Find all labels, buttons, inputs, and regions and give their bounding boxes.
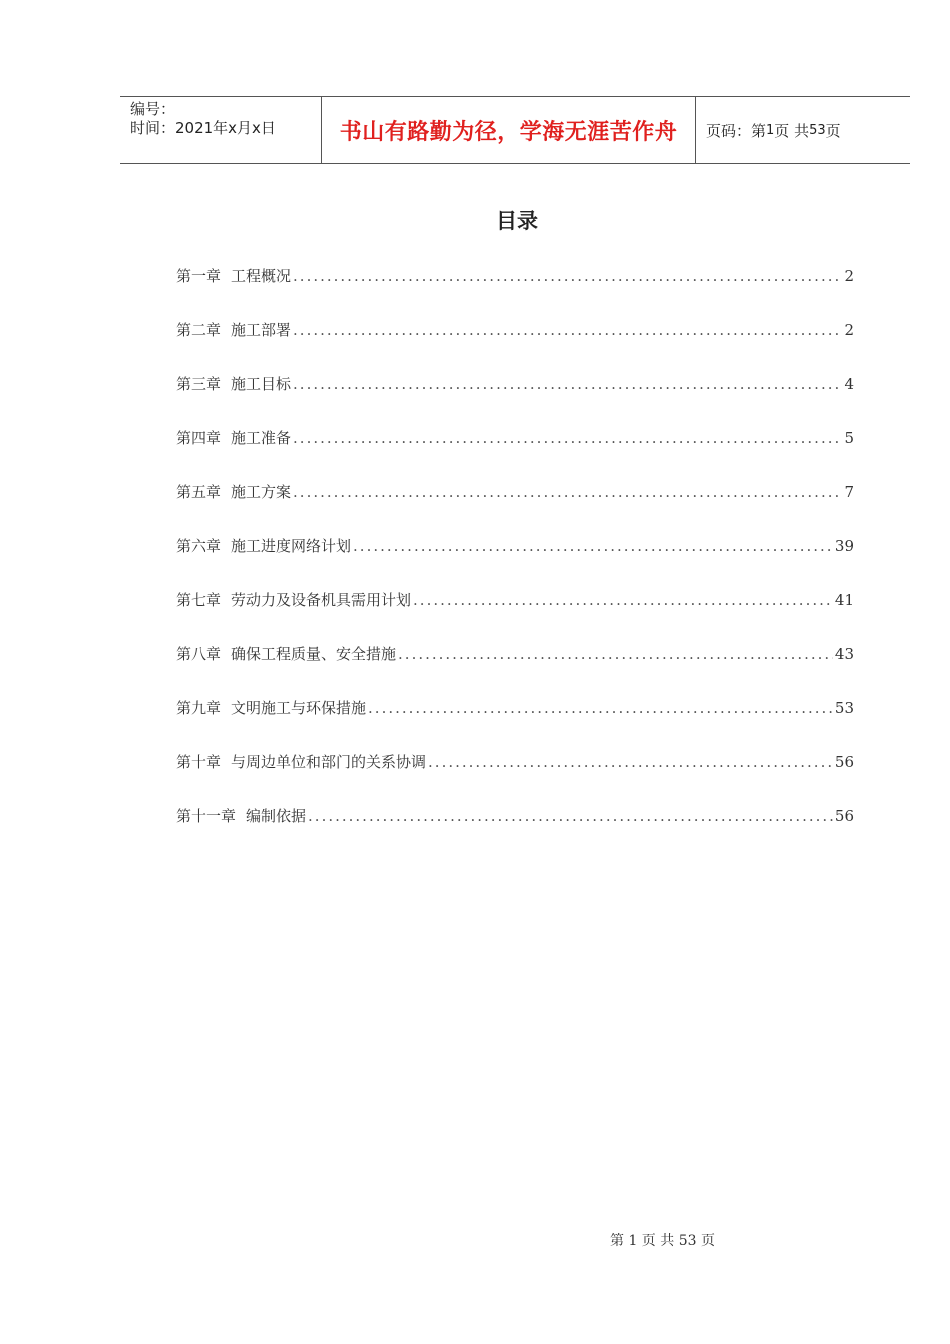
- toc-chapter-name: 劳动力及设备机具需用计划: [231, 591, 412, 609]
- toc-chapter-name: 施工准备: [231, 429, 292, 447]
- toc-chapter: 第八章: [176, 645, 222, 663]
- doc-time: 时间：2021年x月x日: [130, 119, 276, 137]
- toc-chapter: 第六章: [176, 537, 222, 555]
- toc-chapter: 第七章: [176, 591, 222, 609]
- toc-item[interactable]: [176, 373, 854, 427]
- toc-chapter-name: 施工方案: [231, 483, 292, 501]
- header-meta: [120, 97, 322, 163]
- toc-chapter: 第四章: [176, 429, 222, 447]
- toc-page-number: 2: [844, 267, 854, 285]
- toc-page-number: 7: [844, 483, 854, 501]
- page-current: 1: [766, 122, 775, 138]
- toc-page-number: 2: [844, 321, 854, 339]
- toc-chapter: 第十章: [176, 753, 222, 771]
- toc-leader-dots: [353, 537, 833, 555]
- toc-page-number: 5: [844, 429, 854, 447]
- toc-leader-dots: [308, 807, 833, 825]
- toc-page-number: 39: [834, 537, 854, 555]
- page-end: 页: [825, 121, 841, 140]
- doc-number-label: 编号：: [130, 100, 176, 118]
- toc-chapter: 第五章: [176, 483, 222, 501]
- toc-item[interactable]: [176, 697, 854, 751]
- toc-chapter-name: 施工进度网络计划: [231, 537, 352, 555]
- page-header: [120, 96, 910, 164]
- page-label: 页码：第: [706, 121, 767, 140]
- toc-chapter: 第十一章: [176, 807, 237, 825]
- toc-page-number: 53: [834, 699, 854, 717]
- toc-page-number: 41: [834, 591, 854, 609]
- toc-page-number: 56: [834, 807, 854, 825]
- toc-chapter-name: 确保工程质量、安全措施: [231, 645, 397, 663]
- header-motto: 书山有路勤为径，学海无涯苦作舟: [322, 97, 696, 163]
- toc-leader-dots: [293, 483, 842, 501]
- table-of-contents: [176, 265, 854, 859]
- toc-leader-dots: [368, 699, 833, 717]
- toc-page-number: 56: [834, 753, 854, 771]
- toc-chapter-name: 工程概况: [231, 267, 292, 285]
- toc-chapter: 第九章: [176, 699, 222, 717]
- toc-item[interactable]: [176, 805, 854, 859]
- toc-leader-dots: [293, 321, 842, 339]
- toc-item[interactable]: [176, 481, 854, 535]
- header-page-info: [696, 97, 910, 163]
- toc-leader-dots: [293, 375, 842, 393]
- toc-item[interactable]: [176, 535, 854, 589]
- toc-item[interactable]: [176, 427, 854, 481]
- toc-leader-dots: [293, 429, 842, 447]
- toc-leader-dots: [293, 267, 842, 285]
- toc-item[interactable]: [176, 589, 854, 643]
- toc-chapter: 第三章: [176, 375, 222, 393]
- toc-item[interactable]: [176, 319, 854, 373]
- toc-title: 目录: [496, 209, 538, 233]
- toc-chapter-name: 编制依据: [246, 807, 307, 825]
- page-mid: 页 共: [774, 121, 810, 140]
- toc-chapter-name: 施工部署: [231, 321, 292, 339]
- page-total: 53: [809, 122, 826, 138]
- toc-page-number: 4: [844, 375, 854, 393]
- toc-item[interactable]: [176, 751, 854, 805]
- toc-page-number: 43: [834, 645, 854, 663]
- toc-chapter-name: 施工目标: [231, 375, 292, 393]
- toc-chapter: 第一章: [176, 267, 222, 285]
- toc-leader-dots: [413, 591, 833, 609]
- toc-item[interactable]: [176, 643, 854, 697]
- toc-leader-dots: [428, 753, 833, 771]
- toc-chapter: 第二章: [176, 321, 222, 339]
- toc-chapter-name: 文明施工与环保措施: [231, 699, 367, 717]
- toc-item[interactable]: [176, 265, 854, 319]
- toc-chapter-name: 与周边单位和部门的关系协调: [231, 753, 427, 771]
- page-footer: 第 1 页 共 53 页: [610, 1233, 715, 1249]
- toc-leader-dots: [398, 645, 833, 663]
